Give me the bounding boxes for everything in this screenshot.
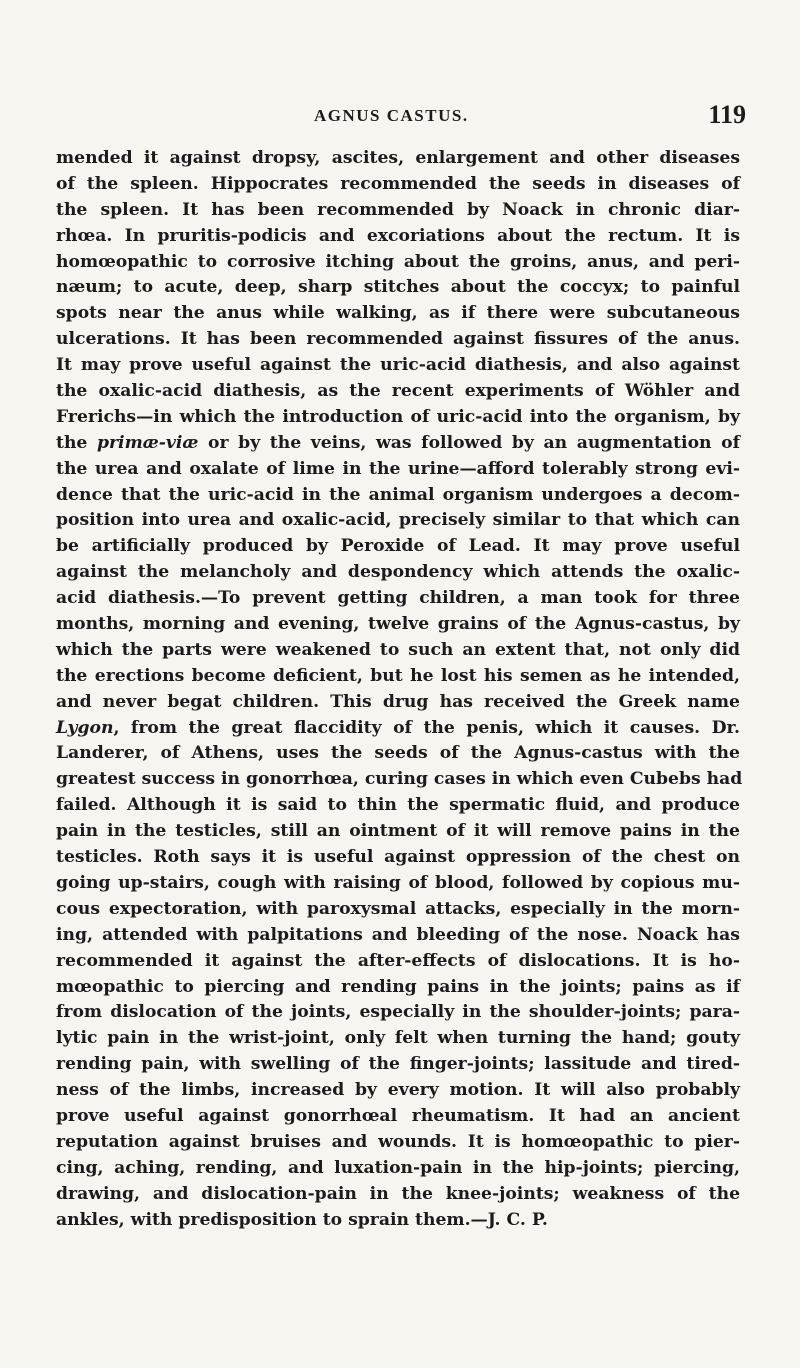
text-line: It may prove useful against the uric-acid diathesis, and also against (56, 355, 740, 376)
text-line: testicles. Roth says it is useful against oppression of the chest on (56, 847, 740, 868)
text-line: the oxalic-acid diathesis, as the recent experiments of Wöhler and (56, 381, 740, 402)
text-line: greatest success in gonorrhœa, curing cases in which even Cubebs had (56, 769, 743, 790)
text-line: ulcerations. It has been recommended against fissures of the anus. (56, 329, 740, 350)
text-line: pain in the testicles, still an ointment of it will remove pains in the (56, 821, 740, 842)
page-number: 119 (708, 100, 746, 129)
text-line: spots near the anus while walking, as if there were subcutaneous (56, 303, 740, 324)
text-line: homœopathic to corrosive itching about the groins, anus, and peri- (56, 251, 740, 272)
text-line: reputation against bruises and wounds. It is homœopathic to pier- (56, 1131, 740, 1152)
text-line: drawing, and dislocation-pain in the knee-joints; weakness of the (56, 1183, 740, 1204)
body-text (56, 146, 743, 1233)
text-line: the erections become deficient, but he lost his semen as he intended, (56, 665, 740, 686)
text-line: rending pain, with swelling of the finger-joints; lassitude and tired- (56, 1054, 740, 1075)
text-line: acid diathesis.—To prevent getting children, a man took for three (56, 588, 740, 609)
text-line: going up-stairs, cough with raising of blood, followed by copious mu- (56, 872, 740, 893)
running-title: AGNUS CASTUS. (314, 106, 469, 125)
text-line: against the melancholy and despondency which attends the oxalic- (56, 562, 740, 583)
text-line: the spleen. It has been recommended by Noack in chronic diar- (56, 199, 740, 220)
italic-term: primæ-viæ (96, 432, 199, 453)
text-segment: the (56, 432, 97, 453)
text-line: recommended it against the after-effects of dislocations. It is ho- (56, 950, 740, 971)
text-line: Landerer, of Athens, uses the seeds of the Agnus-castus with the (56, 743, 740, 764)
text-line: from dislocation of the joints, especially in the shoulder-joints; para- (56, 1002, 740, 1023)
text-line: næum; to acute, deep, sharp stitches about the coccyx; to painful (56, 277, 740, 298)
text-line: dence that the uric-acid in the animal organism undergoes a decom- (56, 484, 740, 505)
italic-term: Lygon (56, 717, 114, 738)
text-line: of the spleen. Hippocrates recommended the seeds in diseases of (56, 173, 740, 194)
text-line: lytic pain in the wrist-joint, only felt when turning the hand; gouty (56, 1028, 740, 1049)
text-line: position into urea and oxalic-acid, precisely similar to that which can (56, 510, 740, 531)
running-head (66, 100, 746, 140)
text-line: which the parts were weakened to such an extent that, not only did (56, 639, 740, 660)
text-line (56, 716, 740, 742)
text-line: prove useful against gonorrhœal rheumatism. It had an ancient (56, 1105, 740, 1126)
text-line: the urea and oxalate of lime in the urine—afford tolerably strong evi- (56, 458, 740, 479)
text-line: cing, aching, rending, and luxation-pain in the hip-joints; piercing, (56, 1157, 740, 1178)
text-line: Frerichs—in which the introduction of uric-acid into the organism, by (56, 406, 740, 427)
text-line: be artificially produced by Peroxide of Lead. It may prove useful (56, 536, 740, 557)
text-segment: , from the great flaccidity of the penis, which it causes. Dr. (113, 717, 740, 738)
text-line: ness of the limbs, increased by every motion. It will also probably (56, 1080, 740, 1101)
text-segment: or by the veins, was followed by an augmentation of (198, 432, 740, 453)
text-line: mended it against dropsy, ascites, enlargement and other diseases (56, 148, 740, 168)
text-line (56, 431, 740, 457)
text-line: ing, attended with palpitations and bleeding of the nose. Noack has (56, 924, 740, 945)
text-line: failed. Although it is said to thin the spermatic fluid, and produce (56, 795, 740, 816)
text-line: ankles, with predisposition to sprain them.—J. C. P. (56, 1209, 548, 1230)
text-line: and never begat children. This drug has received the Greek name (56, 691, 740, 712)
text-line: months, morning and evening, twelve grains of the Agnus-castus, by (56, 614, 740, 635)
text-line: mœopathic to piercing and rending pains in the joints; pains as if (56, 976, 740, 997)
text-line: cous expectoration, with paroxysmal attacks, especially in the morn- (56, 898, 740, 919)
text-line: rhœa. In pruritis-podicis and excoriations about the rectum. It is (56, 225, 740, 246)
